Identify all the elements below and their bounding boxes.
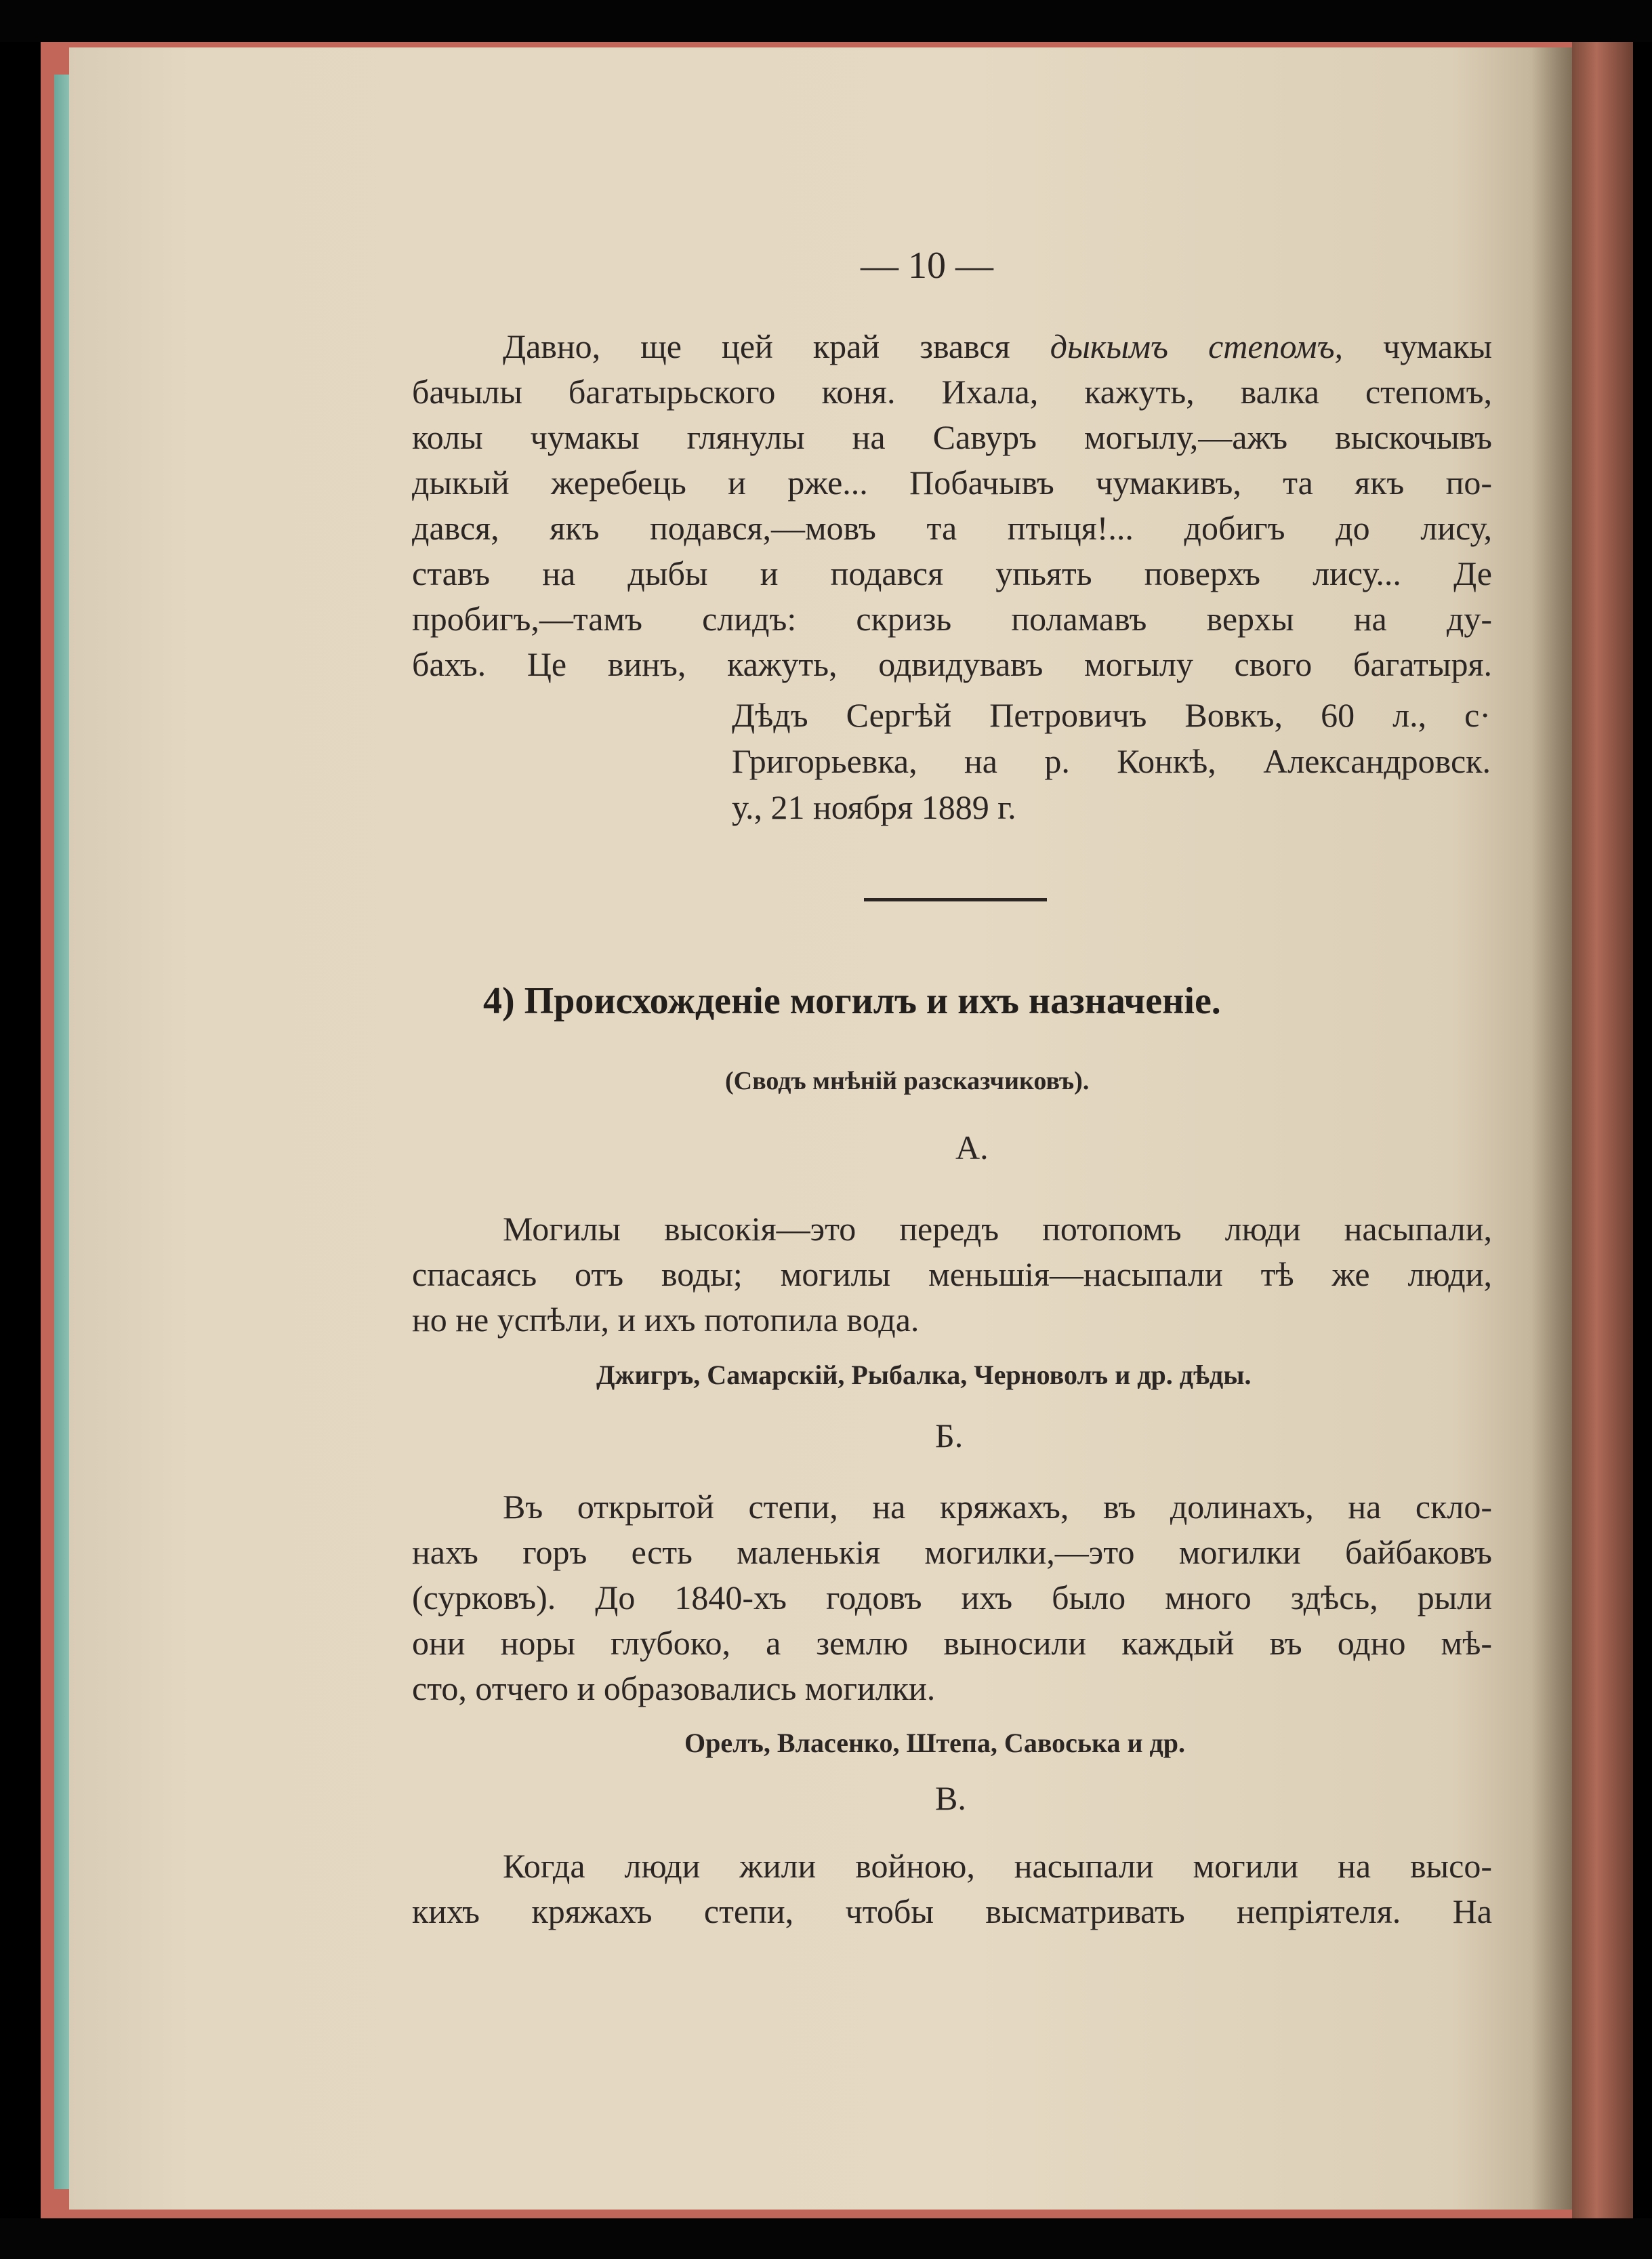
section-letter-b: Б. <box>935 1417 964 1454</box>
para1-line-2: бачылы багатырьского коня. Ихала, кажуть, валка степомъ, <box>412 373 1492 411</box>
section-letter-v: В. <box>935 1779 966 1817</box>
section-b-line-2: нахъ горъ есть маленькія могилки,—это могилки байбаковъ <box>412 1533 1492 1571</box>
section-v-line-1: Когда люди жили войною, насыпали могили на высо- <box>503 1847 1492 1885</box>
section-heading: 4) Происхожденіе могилъ и ихъ назначеніе. <box>483 980 1221 1022</box>
section-letter-a: А. <box>955 1128 989 1166</box>
para1-line-3: колы чумакы глянулы на Савуръ могылу,—ажъ выскочывъ <box>412 418 1492 456</box>
book-spine-strip <box>54 75 69 2189</box>
section-a-signature: Джигръ, Самарскій, Рыбалка, Черноволъ и др. дѣды. <box>596 1360 1252 1390</box>
section-b-line-5: сто, отчего и образовались могилки. <box>412 1669 936 1707</box>
signature1-line-2: Григорьевка, на р. Конкѣ, Александровск. <box>732 742 1491 780</box>
section-b-signature: Орелъ, Власенко, Штепа, Савоська и др. <box>684 1728 1186 1758</box>
para1-line-5: дався, якъ подався,—мовъ та птыця!... добигъ до лису, <box>412 509 1492 547</box>
para1-line-8: бахъ. Це винъ, кажуть, одвидувавъ могылу свого багатыря. <box>412 645 1492 683</box>
section-b-line-1: Въ открытой степи, на кряжахъ, въ долинахъ, на скло- <box>503 1488 1492 1526</box>
section-b-line-3: (сурковъ). До 1840-хъ годовъ ихъ было много здѣсь, рыли <box>412 1579 1492 1616</box>
para1-line-7: пробигъ,—тамъ слидъ: скризь поламавъ верхы на ду- <box>412 600 1492 638</box>
section-a-line-1: Могилы высокія—это передъ потопомъ люди насыпали, <box>503 1210 1492 1248</box>
para1-line-6: ставъ на дыбы и подався упьять поверхъ лису... Де <box>412 554 1492 592</box>
page-gutter-shadow <box>1531 47 1572 2210</box>
section-subheading: (Сводъ мнѣній разсказчиковъ). <box>725 1067 1090 1095</box>
page-number: — 10 — <box>861 245 993 287</box>
para1-line-1: Давно, ще цей край звався дыкымъ степомъ, чумакы <box>503 327 1492 365</box>
section-b-line-4: они норы глубоко, а землю выносили каждый въ одно мѣ- <box>412 1624 1492 1662</box>
top-border <box>0 0 1652 42</box>
book-cover-edge <box>1572 42 1633 2221</box>
bottom-border <box>0 2218 1652 2259</box>
section-divider <box>864 898 1047 901</box>
para1-line-4: дыкый жеребець и рже... Побачывъ чумакивъ, та якъ по- <box>412 464 1492 502</box>
section-a-line-3: но не успѣли, и ихъ потопила вода. <box>412 1301 920 1339</box>
section-a-line-2: спасаясь отъ воды; могилы меньшія—насыпали тѣ же люди, <box>412 1255 1492 1293</box>
section-v-line-2: кихъ кряжахъ степи, чтобы высматривать непріятеля. На <box>412 1892 1492 1930</box>
signature1-line-1: Дѣдъ Сергѣй Петровичъ Вовкъ, 60 л., с· <box>732 696 1491 734</box>
signature1-line-3: у., 21 ноября 1889 г. <box>732 788 1016 826</box>
